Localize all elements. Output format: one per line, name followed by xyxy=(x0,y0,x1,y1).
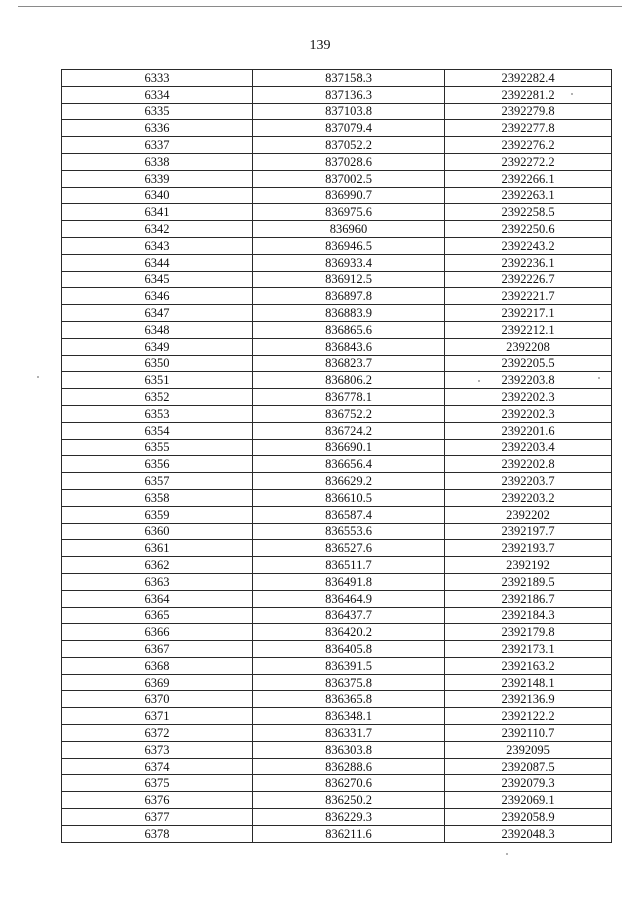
y-coordinate-cell: 2392243.2 xyxy=(445,237,612,254)
y-coordinate-cell: 2392205.5 xyxy=(445,355,612,372)
y-coordinate-cell: 2392122.2 xyxy=(445,708,612,725)
table-row xyxy=(62,153,612,170)
x-coordinate-cell: 836656.4 xyxy=(253,456,445,473)
y-coordinate-cell: 2392202.8 xyxy=(445,456,612,473)
y-coordinate-cell: 2392276.2 xyxy=(445,137,612,154)
table-row xyxy=(62,573,612,590)
point-number-cell: 6340 xyxy=(62,187,253,204)
y-coordinate-cell: 2392202 xyxy=(445,506,612,523)
point-number-cell: 6368 xyxy=(62,657,253,674)
point-number-cell: 6354 xyxy=(62,422,253,439)
point-number-cell: 6364 xyxy=(62,590,253,607)
y-coordinate-cell: 2392058.9 xyxy=(445,809,612,826)
x-coordinate-cell: 837079.4 xyxy=(253,120,445,137)
top-border-line xyxy=(18,6,622,7)
table-row xyxy=(62,70,612,87)
table-row xyxy=(62,775,612,792)
table-row xyxy=(62,389,612,406)
x-coordinate-cell: 836897.8 xyxy=(253,288,445,305)
y-coordinate-cell: 2392212.1 xyxy=(445,321,612,338)
x-coordinate-cell: 836250.2 xyxy=(253,792,445,809)
table-row xyxy=(62,372,612,389)
table-row xyxy=(62,758,612,775)
table-row xyxy=(62,422,612,439)
point-number-cell: 6361 xyxy=(62,540,253,557)
table-row xyxy=(62,439,612,456)
point-number-cell: 6363 xyxy=(62,573,253,590)
point-number-cell: 6352 xyxy=(62,389,253,406)
x-coordinate-cell: 837002.5 xyxy=(253,170,445,187)
table-row xyxy=(62,221,612,238)
x-coordinate-cell: 836946.5 xyxy=(253,237,445,254)
x-coordinate-cell: 836629.2 xyxy=(253,473,445,490)
coordinates-table xyxy=(61,69,612,843)
y-coordinate-cell: 2392048.3 xyxy=(445,825,612,842)
x-coordinate-cell: 836912.5 xyxy=(253,271,445,288)
table-row xyxy=(62,355,612,372)
point-number-cell: 6335 xyxy=(62,103,253,120)
table-row xyxy=(62,271,612,288)
table-row xyxy=(62,305,612,322)
point-number-cell: 6333 xyxy=(62,70,253,87)
table-row xyxy=(62,607,612,624)
point-number-cell: 6359 xyxy=(62,506,253,523)
point-number-cell: 6369 xyxy=(62,674,253,691)
point-number-cell: 6339 xyxy=(62,170,253,187)
x-coordinate-cell: 836331.7 xyxy=(253,725,445,742)
scan-speck xyxy=(37,376,39,378)
table-row xyxy=(62,506,612,523)
table-row xyxy=(62,187,612,204)
x-coordinate-cell: 836211.6 xyxy=(253,825,445,842)
table-row xyxy=(62,103,612,120)
y-coordinate-cell: 2392179.8 xyxy=(445,624,612,641)
point-number-cell: 6346 xyxy=(62,288,253,305)
point-number-cell: 6353 xyxy=(62,405,253,422)
y-coordinate-cell: 2392208 xyxy=(445,338,612,355)
scan-speck xyxy=(598,377,600,379)
y-coordinate-cell: 2392193.7 xyxy=(445,540,612,557)
scan-speck xyxy=(506,853,508,855)
point-number-cell: 6358 xyxy=(62,489,253,506)
y-coordinate-cell: 2392079.3 xyxy=(445,775,612,792)
point-number-cell: 6355 xyxy=(62,439,253,456)
table-row xyxy=(62,809,612,826)
table-row xyxy=(62,557,612,574)
point-number-cell: 6347 xyxy=(62,305,253,322)
point-number-cell: 6342 xyxy=(62,221,253,238)
point-number-cell: 6343 xyxy=(62,237,253,254)
y-coordinate-cell: 2392110.7 xyxy=(445,725,612,742)
y-coordinate-cell: 2392236.1 xyxy=(445,254,612,271)
table-row xyxy=(62,204,612,221)
point-number-cell: 6351 xyxy=(62,372,253,389)
table-row xyxy=(62,825,612,842)
y-coordinate-cell: 2392202.3 xyxy=(445,405,612,422)
x-coordinate-cell: 836405.8 xyxy=(253,641,445,658)
table-row xyxy=(62,237,612,254)
table-row xyxy=(62,120,612,137)
x-coordinate-cell: 836806.2 xyxy=(253,372,445,389)
y-coordinate-cell: 2392203.7 xyxy=(445,473,612,490)
table-row xyxy=(62,254,612,271)
point-number-cell: 6356 xyxy=(62,456,253,473)
y-coordinate-cell: 2392226.7 xyxy=(445,271,612,288)
y-coordinate-cell: 2392189.5 xyxy=(445,573,612,590)
x-coordinate-cell: 836391.5 xyxy=(253,657,445,674)
x-coordinate-cell: 836348.1 xyxy=(253,708,445,725)
y-coordinate-cell: 2392202.3 xyxy=(445,389,612,406)
table-row xyxy=(62,473,612,490)
x-coordinate-cell: 836491.8 xyxy=(253,573,445,590)
point-number-cell: 6365 xyxy=(62,607,253,624)
table-row xyxy=(62,590,612,607)
y-coordinate-cell: 2392069.1 xyxy=(445,792,612,809)
y-coordinate-cell: 2392217.1 xyxy=(445,305,612,322)
x-coordinate-cell: 837136.3 xyxy=(253,86,445,103)
point-number-cell: 6337 xyxy=(62,137,253,154)
page-number: 139 xyxy=(309,38,331,53)
table-row xyxy=(62,338,612,355)
table-row xyxy=(62,489,612,506)
x-coordinate-cell: 836229.3 xyxy=(253,809,445,826)
x-coordinate-cell: 836437.7 xyxy=(253,607,445,624)
table-row xyxy=(62,540,612,557)
y-coordinate-cell: 2392281.2 xyxy=(445,86,612,103)
x-coordinate-cell: 836823.7 xyxy=(253,355,445,372)
x-coordinate-cell: 836690.1 xyxy=(253,439,445,456)
point-number-cell: 6349 xyxy=(62,338,253,355)
y-coordinate-cell: 2392148.1 xyxy=(445,674,612,691)
point-number-cell: 6357 xyxy=(62,473,253,490)
x-coordinate-cell: 836865.6 xyxy=(253,321,445,338)
x-coordinate-cell: 837158.3 xyxy=(253,70,445,87)
point-number-cell: 6372 xyxy=(62,725,253,742)
x-coordinate-cell: 836365.8 xyxy=(253,691,445,708)
x-coordinate-cell: 836511.7 xyxy=(253,557,445,574)
x-coordinate-cell: 836960 xyxy=(253,221,445,238)
point-number-cell: 6371 xyxy=(62,708,253,725)
table-row xyxy=(62,321,612,338)
y-coordinate-cell: 2392173.1 xyxy=(445,641,612,658)
point-number-cell: 6360 xyxy=(62,523,253,540)
x-coordinate-cell: 836843.6 xyxy=(253,338,445,355)
x-coordinate-cell: 836303.8 xyxy=(253,741,445,758)
table-row xyxy=(62,657,612,674)
y-coordinate-cell: 2392163.2 xyxy=(445,657,612,674)
x-coordinate-cell: 837028.6 xyxy=(253,153,445,170)
x-coordinate-cell: 837052.2 xyxy=(253,137,445,154)
x-coordinate-cell: 836990.7 xyxy=(253,187,445,204)
y-coordinate-cell: 2392250.6 xyxy=(445,221,612,238)
x-coordinate-cell: 836420.2 xyxy=(253,624,445,641)
y-coordinate-cell: 2392221.7 xyxy=(445,288,612,305)
y-coordinate-cell: 2392279.8 xyxy=(445,103,612,120)
y-coordinate-cell: 2392087.5 xyxy=(445,758,612,775)
point-number-cell: 6334 xyxy=(62,86,253,103)
point-number-cell: 6338 xyxy=(62,153,253,170)
y-coordinate-cell: 2392203.8 xyxy=(445,372,612,389)
x-coordinate-cell: 836553.6 xyxy=(253,523,445,540)
table-row xyxy=(62,624,612,641)
x-coordinate-cell: 836527.6 xyxy=(253,540,445,557)
x-coordinate-cell: 836288.6 xyxy=(253,758,445,775)
y-coordinate-cell: 2392201.6 xyxy=(445,422,612,439)
table-row xyxy=(62,523,612,540)
point-number-cell: 6341 xyxy=(62,204,253,221)
point-number-cell: 6366 xyxy=(62,624,253,641)
point-number-cell: 6348 xyxy=(62,321,253,338)
y-coordinate-cell: 2392186.7 xyxy=(445,590,612,607)
y-coordinate-cell: 2392266.1 xyxy=(445,170,612,187)
table-row xyxy=(62,641,612,658)
x-coordinate-cell: 836270.6 xyxy=(253,775,445,792)
y-coordinate-cell: 2392263.1 xyxy=(445,187,612,204)
x-coordinate-cell: 836752.2 xyxy=(253,405,445,422)
y-coordinate-cell: 2392258.5 xyxy=(445,204,612,221)
y-coordinate-cell: 2392272.2 xyxy=(445,153,612,170)
point-number-cell: 6376 xyxy=(62,792,253,809)
point-number-cell: 6367 xyxy=(62,641,253,658)
x-coordinate-cell: 836883.9 xyxy=(253,305,445,322)
point-number-cell: 6350 xyxy=(62,355,253,372)
point-number-cell: 6375 xyxy=(62,775,253,792)
table-row xyxy=(62,708,612,725)
y-coordinate-cell: 2392192 xyxy=(445,557,612,574)
table-row xyxy=(62,691,612,708)
y-coordinate-cell: 2392184.3 xyxy=(445,607,612,624)
point-number-cell: 6345 xyxy=(62,271,253,288)
x-coordinate-cell: 836464.9 xyxy=(253,590,445,607)
coordinates-table-body xyxy=(62,70,612,843)
table-row xyxy=(62,741,612,758)
x-coordinate-cell: 836724.2 xyxy=(253,422,445,439)
y-coordinate-cell: 2392203.4 xyxy=(445,439,612,456)
table-row xyxy=(62,137,612,154)
x-coordinate-cell: 836587.4 xyxy=(253,506,445,523)
x-coordinate-cell: 836975.6 xyxy=(253,204,445,221)
y-coordinate-cell: 2392277.8 xyxy=(445,120,612,137)
point-number-cell: 6370 xyxy=(62,691,253,708)
y-coordinate-cell: 2392197.7 xyxy=(445,523,612,540)
point-number-cell: 6362 xyxy=(62,557,253,574)
table-row xyxy=(62,725,612,742)
x-coordinate-cell: 836610.5 xyxy=(253,489,445,506)
point-number-cell: 6344 xyxy=(62,254,253,271)
table-row xyxy=(62,456,612,473)
y-coordinate-cell: 2392203.2 xyxy=(445,489,612,506)
x-coordinate-cell: 836778.1 xyxy=(253,389,445,406)
y-coordinate-cell: 2392095 xyxy=(445,741,612,758)
x-coordinate-cell: 836375.8 xyxy=(253,674,445,691)
point-number-cell: 6373 xyxy=(62,741,253,758)
scan-speck xyxy=(478,380,480,382)
point-number-cell: 6336 xyxy=(62,120,253,137)
table-row xyxy=(62,405,612,422)
table-row xyxy=(62,288,612,305)
x-coordinate-cell: 837103.8 xyxy=(253,103,445,120)
table-row xyxy=(62,792,612,809)
y-coordinate-cell: 2392282.4 xyxy=(445,70,612,87)
table-row xyxy=(62,674,612,691)
scan-speck xyxy=(571,93,573,95)
table-row xyxy=(62,86,612,103)
point-number-cell: 6374 xyxy=(62,758,253,775)
y-coordinate-cell: 2392136.9 xyxy=(445,691,612,708)
point-number-cell: 6378 xyxy=(62,825,253,842)
point-number-cell: 6377 xyxy=(62,809,253,826)
x-coordinate-cell: 836933.4 xyxy=(253,254,445,271)
table-row xyxy=(62,170,612,187)
